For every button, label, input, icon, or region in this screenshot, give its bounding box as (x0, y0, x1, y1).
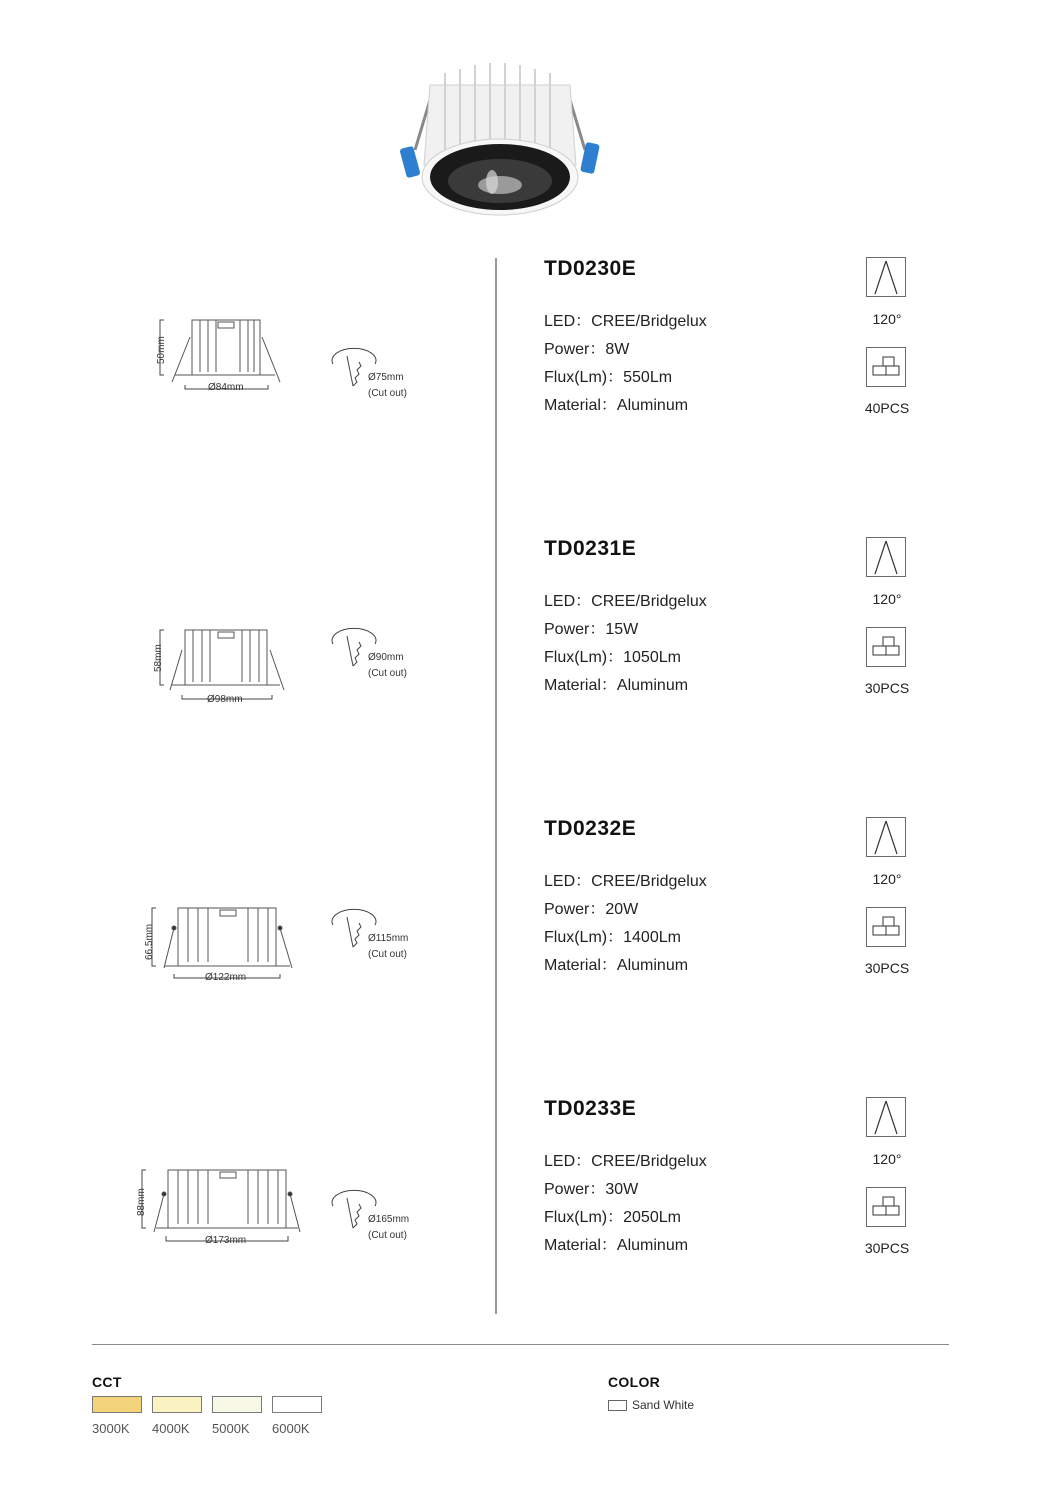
color-label: Sand White (632, 1398, 695, 1412)
cutout-saw-icon (325, 1188, 385, 1233)
spec-flux: Flux(Lm)：2050Lm (544, 1209, 681, 1226)
color-heading: COLOR (608, 1374, 661, 1390)
spec-list (544, 588, 707, 700)
spec-list (544, 868, 707, 980)
cct-swatch-5000k (212, 1396, 262, 1413)
cutout-diagram (325, 907, 435, 967)
cct-label: 4000K (152, 1421, 190, 1436)
cutout-saw-icon (325, 346, 385, 391)
cutout-saw-icon (325, 907, 385, 952)
spec-material: Material：Aluminum (544, 1237, 689, 1254)
beam-angle-value: 120° (872, 871, 902, 887)
product-model: TD0233E (544, 1097, 637, 1120)
product-model: TD0230E (544, 257, 637, 280)
dimension-drawing (130, 622, 310, 722)
spec-list (544, 1148, 707, 1260)
packing-quantity: 30PCS (864, 680, 910, 696)
product-model: TD0232E (544, 817, 637, 840)
cct-label: 3000K (92, 1421, 130, 1436)
dimension-drawing (130, 1162, 310, 1262)
cutout-note: (Cut out) (368, 949, 407, 960)
packing-boxes-icon (866, 907, 906, 947)
dim-height: 58mm (153, 644, 164, 672)
cutout-size: Ø165mm (368, 1214, 410, 1225)
packing-quantity: 30PCS (864, 1240, 910, 1256)
packing-boxes-icon (866, 1187, 906, 1227)
cutout-saw-icon (325, 626, 385, 671)
cutout-note: (Cut out) (368, 1230, 407, 1241)
spec-led: LED：CREE/Bridgelux (544, 313, 707, 330)
cutout-size: Ø90mm (368, 652, 404, 663)
footer-divider (92, 1344, 949, 1345)
beam-angle-icon (866, 537, 906, 577)
spec-list (544, 308, 707, 420)
product-model: TD0231E (544, 537, 637, 560)
cct-label: 5000K (212, 1421, 250, 1436)
dim-diameter: Ø98mm (207, 694, 243, 705)
dim-height: 88mm (136, 1188, 147, 1216)
packing-boxes-icon (866, 627, 906, 667)
dim-height: 50mm (156, 336, 167, 364)
spec-power: Power：8W (544, 341, 630, 358)
beam-angle-value: 120° (872, 311, 902, 327)
cutout-note: (Cut out) (368, 388, 407, 399)
dim-diameter: Ø84mm (208, 382, 244, 393)
dimension-drawing (130, 900, 310, 1000)
spec-material: Material：Aluminum (544, 957, 689, 974)
cct-heading: CCT (92, 1374, 122, 1390)
spec-flux: Flux(Lm)：1400Lm (544, 929, 681, 946)
spec-led: LED：CREE/Bridgelux (544, 1153, 707, 1170)
spec-led: LED：CREE/Bridgelux (544, 873, 707, 890)
cutout-diagram (325, 1188, 435, 1248)
dim-diameter: Ø173mm (205, 1235, 247, 1246)
cct-label: 6000K (272, 1421, 310, 1436)
cct-swatch-4000k (152, 1396, 202, 1413)
spec-power: Power：15W (544, 621, 639, 638)
cutout-size: Ø115mm (368, 933, 409, 944)
spec-material: Material：Aluminum (544, 397, 689, 414)
product-photo (400, 55, 600, 220)
beam-angle-icon (866, 257, 906, 297)
packing-quantity: 30PCS (864, 960, 910, 976)
cutout-diagram (325, 346, 435, 406)
cutout-size: Ø75mm (368, 372, 404, 383)
spec-flux: Flux(Lm)：550Lm (544, 369, 673, 386)
spec-power: Power：30W (544, 1181, 639, 1198)
cct-swatch-3000k (92, 1396, 142, 1413)
beam-angle-icon (866, 817, 906, 857)
cutout-note: (Cut out) (368, 668, 407, 679)
packing-quantity: 40PCS (864, 400, 910, 416)
dim-diameter: Ø122mm (205, 972, 247, 983)
beam-angle-icon (866, 1097, 906, 1137)
spec-flux: Flux(Lm)：1050Lm (544, 649, 681, 666)
spec-power: Power：20W (544, 901, 639, 918)
dim-height: 66.5mm (144, 923, 155, 960)
spec-material: Material：Aluminum (544, 677, 689, 694)
color-swatch-sand-white (608, 1400, 627, 1411)
spec-led: LED：CREE/Bridgelux (544, 593, 707, 610)
beam-angle-value: 120° (872, 1151, 902, 1167)
packing-boxes-icon (866, 347, 906, 387)
cct-swatch-6000k (272, 1396, 322, 1413)
beam-angle-value: 120° (872, 591, 902, 607)
cutout-diagram (325, 626, 435, 686)
